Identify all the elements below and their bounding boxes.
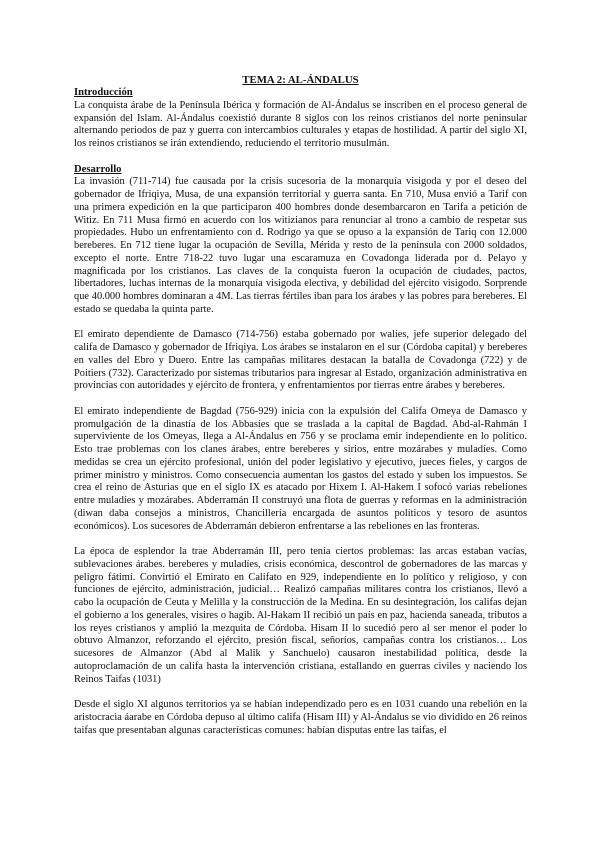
paragraph-spacer <box>74 533 527 546</box>
paragraph-spacer <box>74 393 527 406</box>
paragraph: La época de esplendor la trae Abderramán III, pero tenía ciertos problemas: las arcas estaban vacías, sublevaciones árabes. bereberes y muladíes, crisis económica, descontrol de gobernadores de las marcas y peligro fátimí. Convirtió el Emirato en Califato en 929, independiente en lo político y religioso, y con funciones de ejército, administración, judicial… Realizó campañas militares contra los cristianos, llevó a cabo la ocupación de Ceuta y Melilla y la construcción de la Medina. En su desintegración, los califas dejan el gobierno a los generales, visires o hagib. Al-Hakam II recibió un país en paz, hacienda saneada, tributos a los reyes cristianos y amplió la mezquita de Córdoba. Hisam II lo sucedió pero al ser menor el poder lo obtuvo Almanzor, reforzando el ejército, presión fiscal, señoríos, campañas contra los cristianos… Los sucesores de Almanzor (Abd al Malik y Sanchuelo) causaron inestabilidad política, desde la autoproclamación de un califa hasta la intervención cristiana, estallando en guerras civiles y naciendo los Reinos Taifas (1031) <box>74 546 527 685</box>
paragraph: El emirato dependiente de Damasco (714-756) estaba gobernado por walíes, jefe superior delegado del califa de Damasco y gobernador de Ifriqiya. Los árabes se instalaron en el sur (Córdoba capital) y bereberes en valles del Ebro y Duero. Entre las campañas militares destacan la batalla de Covadonga (722) y de Poitiers (732). Caracterizado por sistemas tributarios para ingresar al Estado, organización administrativa en provincias con autoridades y ejército de frontera, y enfrentamientos por tierras entre árabes y bereberes. <box>74 329 527 392</box>
document-title: TEMA 2: AL-ÁNDALUS <box>242 74 359 86</box>
paragraph: Desde el siglo XI algunos territorios ya se habían independizado pero es en 1031 cuando una rebelión en la aristocracia áarabe en Córdoba depuso al último califa (Hisam III) y Al-Ándalus se vio dividido en 26 reinos taifas que presentaban algunas características comunes: habían disputas entre las taifas, el <box>74 699 527 736</box>
document-page <box>74 74 527 737</box>
paragraph-spacer <box>74 686 527 699</box>
paragraph-spacer <box>74 151 527 164</box>
paragraph: El emirato independiente de Bagdad (756-929) inicia con la expulsión del Califa Omeya de Damasco y promulgación de la dinastía de los Abbasíes que se traslada a la capital de Bagdad. Abd-al-Rahmán I superviviente de los Omeyas, llega a Al-Ándalus en 756 y se proclama emir independiente en lo político. Esto trae problemas con los clanes árabes, entre bereberes y sirios, entre mozárabes y muladíes. Como medidas se crea un ejército profesional, unión del poder legislativo y ejecutivo, jueces fieles, y cargos de primer ministro y ministros. Como consecuencia aumentan los gastos del estado y suben los impuestos. Se crea el reino de Asturias que en el siglo IX es atacado por Hixem I. Al-Hakem I sofocó varias rebeliones entre muladíes y mozárabes. Abderramán II construyó una flota de guerras y reformas en la administración (diwan daba consejos a ministros, Chancillería encargada de asuntos políticos y tesoro de asuntos económicos). Los sucesores de Abderramán debieron enfrentarse a las rebeliones en las fronteras. <box>74 405 527 532</box>
section-heading-introduccion: Introducción <box>74 87 133 98</box>
paragraph-spacer <box>74 317 527 330</box>
section-heading-desarrollo: Desarrollo <box>74 163 122 175</box>
paragraph: La conquista árabe de la Península Ibérica y formación de Al-Ándalus se inscriben en el proceso general de expansión del Islam. Al-Ándalus coexistió durante 8 siglos con los reinos cristianos del norte peninsular alternando periodos de paz y guerra con intercambios culturales y etapas de hostilidad. A partir del siglo XI, los reinos cristianos se irán extendiendo, reduciendo el territorio musulmán. <box>74 99 527 149</box>
paragraph: La invasión (711-714) fue causada por la crisis sucesoria de la monarquía visigoda y por el deseo del gobernador de Ifriqiya, Musa, de una expansión territorial y guerra santa. En 710, Musa envió a Tarif con una primera expedición en la que participaron 400 hombres donde desembarcaron en Tarifa a petición de Witiz. En 711 Musa firmó en acuerdo con los witizianos para renunciar al trono a cambio de respetar sus propiedades. Hubo un enfrentamiento con d. Rodrigo ya que se opuso a la expansión de Tariq con 12.000 bereberes. En 712 tiene lugar la ocupación de Sevilla, Mérida y resto de la península con 2000 soldados, excepto el norte. Entre 718-22 tuvo lugar una escaramuza en Covadonga liderada por d. Pelayo y magnificada por los cristianos. Las claves de la conquista fueron la ocupación de ciudades, pactos, libertadores, luchas internas de la monarquía visigoda electiva, y debilidad del ejército visigodo. Sorprende que 40.000 hombres dominaran a 4M. Las tierras fértiles iban para los árabes y las pobres para bereberes. El estado se quedaba la quinta parte. <box>74 176 527 315</box>
